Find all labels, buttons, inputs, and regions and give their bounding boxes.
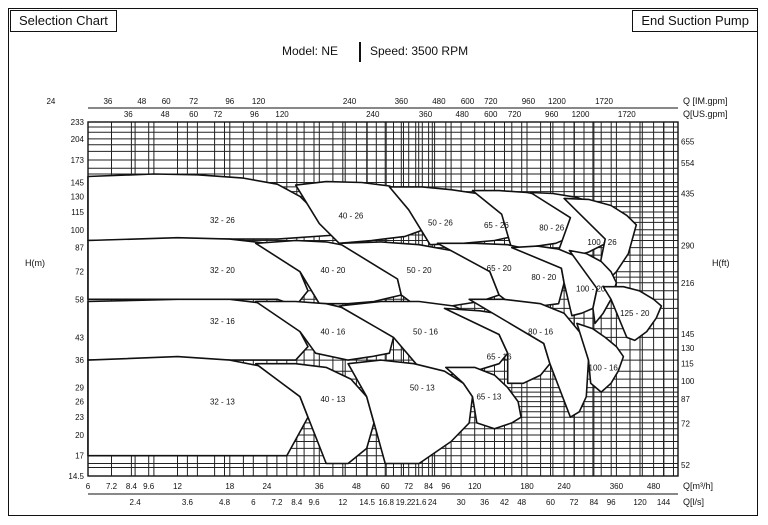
tick-m3h: 96 bbox=[441, 482, 451, 491]
tick-hft: 216 bbox=[681, 279, 695, 289]
tick-us-gpm: 480 bbox=[455, 110, 469, 119]
tick-hm: 233 bbox=[70, 118, 84, 127]
tick-ls: 24 bbox=[427, 498, 437, 507]
tick-hm: 20 bbox=[75, 431, 84, 440]
tick-im-gpm: 480 bbox=[432, 97, 446, 106]
tick-us-gpm: 720 bbox=[507, 110, 522, 119]
axis-name-hft: H(ft) bbox=[712, 258, 730, 268]
tick-us-gpm: 60 bbox=[189, 110, 199, 119]
curve-label-65-26: 65 - 26 bbox=[483, 220, 509, 230]
axis-name-im-gpm: Q [IM.gpm] bbox=[683, 96, 728, 106]
curve-label-65-20: 65 - 20 bbox=[486, 264, 512, 274]
tick-hft: 145 bbox=[681, 329, 695, 339]
curve-label-32-13: 32 - 13 bbox=[209, 397, 235, 407]
curve-label-50-20: 50 - 20 bbox=[406, 266, 432, 275]
tick-im-gpm: 72 bbox=[189, 97, 199, 106]
curve-label-80-26: 80 - 26 bbox=[539, 223, 565, 233]
tick-im-gpm: 720 bbox=[484, 97, 498, 106]
tick-m3h: 240 bbox=[557, 482, 571, 491]
tick-hm: 204 bbox=[70, 134, 84, 144]
selection-chart-title: Selection Chart bbox=[10, 10, 117, 32]
tick-im-gpm: 120 bbox=[251, 97, 266, 106]
tick-ls: 19.2 bbox=[395, 498, 412, 507]
curve-label-32-26: 32 - 26 bbox=[209, 216, 235, 225]
tick-hm: 14.5 bbox=[68, 472, 84, 481]
tick-hm: 130 bbox=[70, 192, 84, 202]
tick-m3h: 9.6 bbox=[143, 482, 155, 491]
tick-ls: 2.4 bbox=[129, 498, 141, 507]
axis-name-hm: H(m) bbox=[25, 258, 45, 268]
tick-us-gpm: 96 bbox=[250, 110, 259, 119]
tick-hft: 130 bbox=[681, 343, 695, 353]
curve-label-100-26: 100 - 26 bbox=[587, 237, 617, 247]
tick-ls: 21.6 bbox=[410, 498, 427, 507]
tick-hm: 145 bbox=[70, 178, 84, 188]
tick-us-gpm: 360 bbox=[418, 110, 433, 119]
tick-im-gpm: 36 bbox=[103, 97, 113, 106]
tick-m3h: 36 bbox=[314, 482, 324, 491]
curve-label-40-26: 40 - 26 bbox=[338, 211, 364, 221]
tick-ls: 3.6 bbox=[181, 498, 193, 507]
tick-ls: 96 bbox=[606, 498, 616, 507]
tick-hm: 58 bbox=[75, 295, 84, 305]
tick-im-gpm: 240 bbox=[342, 97, 357, 106]
tick-ls: 7.2 bbox=[271, 498, 283, 507]
pump-type-title: End Suction Pump bbox=[632, 10, 758, 32]
tick-ls: 6 bbox=[251, 498, 256, 507]
tick-hft: 435 bbox=[681, 189, 695, 199]
tick-ls: 14.5 bbox=[359, 498, 375, 507]
axis-name-us-gpm: Q[US.gpm] bbox=[683, 109, 728, 119]
tick-m3h: 7.2 bbox=[105, 482, 118, 491]
curve-label-65-16: 65 - 16 bbox=[486, 352, 512, 362]
tick-us-gpm: 240 bbox=[366, 110, 380, 119]
curve-label-40-16: 40 - 16 bbox=[320, 327, 346, 337]
tick-im-gpm: 60 bbox=[161, 97, 171, 106]
tick-m3h: 48 bbox=[351, 482, 361, 491]
tick-us-gpm: 600 bbox=[484, 110, 498, 119]
tick-hm: 43 bbox=[75, 333, 84, 343]
tick-im-gpm: 48 bbox=[137, 97, 147, 106]
curve-label-80-20: 80 - 20 bbox=[531, 273, 557, 283]
tick-m3h: 180 bbox=[520, 482, 534, 491]
tick-m3h: 24 bbox=[262, 482, 272, 491]
curve-label-50-13: 50 - 13 bbox=[409, 383, 435, 393]
tick-ls: 144 bbox=[656, 498, 671, 507]
curve-label-50-16: 50 - 16 bbox=[413, 327, 438, 337]
tick-im-gpm: 96 bbox=[225, 97, 235, 106]
tick-hm: 26 bbox=[75, 397, 84, 407]
tick-ls: 60 bbox=[546, 498, 555, 507]
tick-ls: 12 bbox=[338, 498, 348, 507]
curve-label-40-13: 40 - 13 bbox=[320, 395, 346, 405]
tick-us-gpm: 48 bbox=[160, 110, 170, 119]
model-label: Model: NE bbox=[282, 44, 339, 58]
tick-us-gpm: 120 bbox=[275, 110, 289, 119]
curve-label-32-20: 32 - 20 bbox=[209, 266, 235, 275]
tick-hft: 655 bbox=[681, 137, 695, 147]
tick-m3h: 72 bbox=[404, 482, 414, 491]
tick-hft: 290 bbox=[681, 241, 695, 251]
tick-hm: 29 bbox=[75, 383, 84, 393]
speed-label: Speed: 3500 RPM bbox=[370, 44, 469, 58]
tick-im-gpm: 1720 bbox=[595, 97, 613, 106]
tick-hm: 87 bbox=[75, 243, 84, 253]
curve-label-125-20: 125 - 20 bbox=[620, 309, 650, 319]
tick-ls: 9.6 bbox=[308, 498, 320, 507]
tick-m3h: 360 bbox=[609, 482, 624, 491]
tick-hm: 100 bbox=[70, 225, 84, 235]
tick-im-gpm: 360 bbox=[394, 97, 408, 106]
curve-regions bbox=[88, 174, 661, 464]
tick-im-gpm: 24 bbox=[46, 97, 56, 106]
tick-us-gpm: 72 bbox=[213, 110, 223, 119]
tick-hm: 23 bbox=[75, 413, 84, 423]
curve-label-50-26: 50 - 26 bbox=[427, 218, 453, 228]
tick-im-gpm: 960 bbox=[521, 97, 536, 106]
tick-ls: 30 bbox=[456, 498, 466, 507]
tick-hm: 36 bbox=[75, 356, 84, 366]
tick-im-gpm: 600 bbox=[460, 97, 475, 106]
curve-label-100-20: 100 - 20 bbox=[576, 284, 606, 294]
curve-label-32-16: 32 - 16 bbox=[209, 316, 235, 326]
tick-hm: 17 bbox=[75, 451, 84, 461]
curve-label-40-20: 40 - 20 bbox=[320, 266, 346, 275]
tick-ls: 8.4 bbox=[291, 498, 303, 507]
tick-ls: 36 bbox=[480, 498, 490, 507]
tick-hft: 554 bbox=[681, 158, 695, 168]
curve-label-65-13: 65 - 13 bbox=[476, 392, 502, 402]
axis-name-m3h: Q[m³/h] bbox=[683, 481, 714, 491]
axis-name-ls: Q[l/s] bbox=[683, 497, 705, 507]
tick-m3h: 18 bbox=[225, 482, 235, 491]
tick-m3h: 120 bbox=[468, 482, 482, 491]
tick-ls: 84 bbox=[589, 498, 599, 507]
tick-hft: 52 bbox=[681, 461, 690, 471]
tick-m3h: 480 bbox=[646, 482, 661, 491]
tick-us-gpm: 960 bbox=[545, 110, 559, 119]
tick-hft: 87 bbox=[681, 395, 690, 405]
tick-im-gpm: 1200 bbox=[548, 97, 566, 106]
tick-us-gpm: 36 bbox=[123, 110, 133, 119]
tick-hft: 100 bbox=[681, 377, 695, 387]
tick-hm: 115 bbox=[71, 208, 84, 217]
tick-ls: 72 bbox=[569, 498, 579, 507]
tick-hm: 173 bbox=[70, 156, 84, 165]
tick-ls: 42 bbox=[500, 498, 509, 507]
tick-hft: 115 bbox=[681, 359, 694, 369]
tick-m3h: 12 bbox=[173, 482, 182, 491]
tick-hft: 72 bbox=[681, 419, 690, 429]
tick-ls: 48 bbox=[517, 498, 527, 507]
tick-m3h: 6 bbox=[85, 482, 91, 491]
tick-ls: 4.8 bbox=[218, 498, 231, 507]
curve-label-80-16: 80 - 16 bbox=[528, 327, 554, 337]
tick-m3h: 8.4 bbox=[125, 482, 137, 491]
tick-ls: 16.8 bbox=[378, 498, 394, 507]
tick-m3h: 60 bbox=[380, 482, 390, 491]
tick-us-gpm: 1720 bbox=[617, 110, 636, 119]
tick-m3h: 84 bbox=[424, 482, 434, 491]
curve-label-100-16: 100 - 16 bbox=[588, 363, 618, 373]
tick-hm: 72 bbox=[75, 267, 84, 277]
tick-ls: 120 bbox=[633, 498, 647, 507]
tick-us-gpm: 1200 bbox=[571, 110, 590, 119]
